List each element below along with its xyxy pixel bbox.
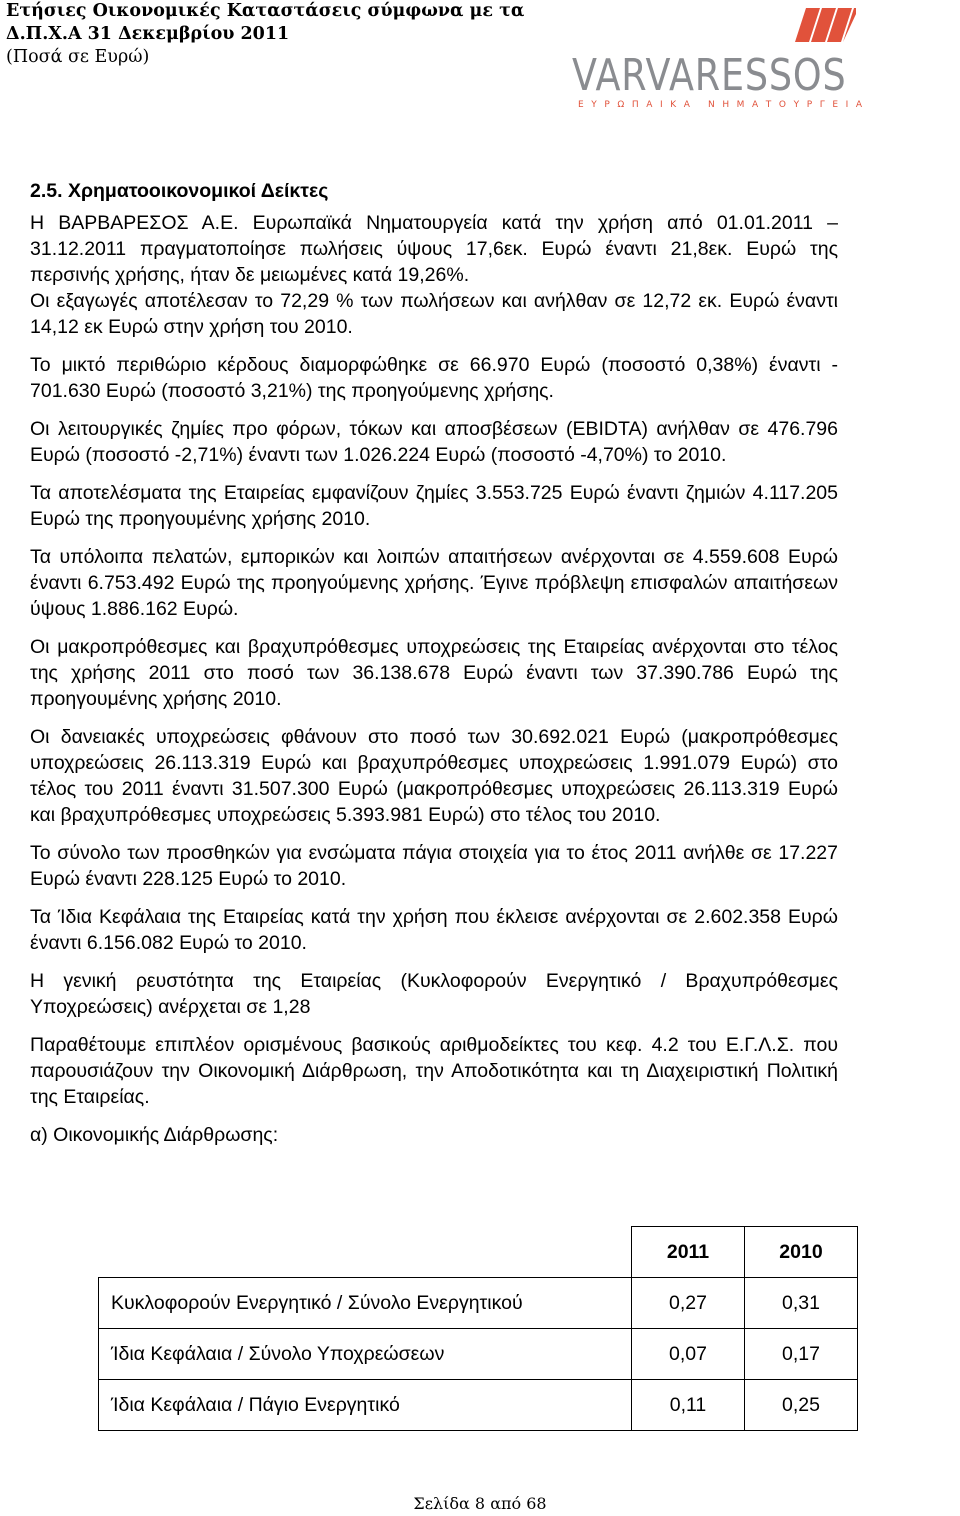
ratio-value-2010: 0,25 [745, 1380, 858, 1431]
main-content [30, 178, 838, 1160]
paragraph-exports: Οι εξαγωγές αποτέλεσαν το 72,29 % των πωλήσεων και ανήλθαν σε 12,72 εκ. Ευρώ έναντι 14,12 εκ Ευρώ στην χρήση του 2010. [30, 290, 838, 338]
logo-wordmark: VARVARESSOS [572, 50, 847, 101]
subsection-label: α) Οικονομικής Διάρθρωσης: [30, 1124, 279, 1146]
year-header-2011: 2011 [632, 1227, 745, 1278]
paragraph-results: Τα αποτελέσματα της Εταιρείας εμφανίζουν ζημίες 3.553.725 Ευρώ έναντι ζημιών 4.117.205 Ευρώ της προηγουμένης χρήσης 2010. [30, 482, 838, 530]
table-corner [99, 1227, 632, 1278]
ratio-value-2011: 0,27 [632, 1278, 745, 1329]
paragraph-receivables: Τα υπόλοιπα πελατών, εμπορικών και λοιπών απαιτήσεων ανέρχονται σε 4.559.608 Ευρώ έναντι 6.753.492 Ευρώ της προηγούμενης χρήσης. Έγινε πρόβλεψη επισφαλών απαιτήσεων ύψους 1.886.162 Ευρώ. [30, 546, 838, 620]
paragraph-sales: Η ΒΑΡΒΑΡΕΣΟΣ Α.Ε. Ευρωπαϊκά Νηματουργεία κατά την χρήση από 01.01.2011 – 31.12.2011 πραγματοποίησε πωλήσεις ύψους 17,6εκ. Ευρώ έναντι 21,8εκ. Ευρώ της περσινής χρήσης, ήταν δε μειωμένες κατά 19,26%. [30, 212, 838, 286]
paragraph-ratios-intro: Παραθέτουμε επιπλέον ορισμένους βασικούς αριθμοδείκτες του κεφ. 4.2 του Ε.Γ.Λ.Σ. που παρουσιάζουν την Οικονομική Διάρθρωση, την Αποδοτικότητα και τη Διαχειριστική Πολιτική της Εταιρείας. [30, 1034, 838, 1108]
company-logo [566, 8, 870, 110]
paragraph-liabilities: Οι μακροπρόθεσμες και βραχυπρόθεσμες υποχρεώσεις της Εταιρείας ανέρχονται στο τέλος της χρήσης 2011 στο ποσό των 36.138.678 Ευρώ έναντι των 37.390.786 Ευρώ της προηγουμένης χρήσης 2010. [30, 636, 838, 710]
ratio-label: Κυκλοφορούν Ενεργητικό / Σύνολο Ενεργητικού [99, 1278, 632, 1329]
paragraph-capex: Το σύνολο των προσθηκών για ενσώματα πάγια στοιχεία για το έτος 2011 ανήλθε σε 17.227 Ευρώ έναντι 228.125 Ευρώ το 2010. [30, 842, 838, 890]
ratio-value-2010: 0,31 [745, 1278, 858, 1329]
header-title-line1: Ετήσιες Οικονομικές Καταστάσεις σύμφωνα με τα [6, 1, 525, 21]
paragraph-ebitda: Οι λειτουργικές ζημίες προ φόρων, τόκων και αποσβέσεων (EBIDTA) ανήλθαν σε 476.796 Ευρώ (ποσοστό -2,71%) έναντι των 1.026.224 Ευρώ (ποσοστό -4,70%) το 2010. [30, 418, 838, 466]
table-row [99, 1278, 858, 1329]
ratio-value-2011: 0,07 [632, 1329, 745, 1380]
logo-stripes-icon [566, 8, 856, 52]
ratio-table [98, 1226, 858, 1431]
year-header-2010: 2010 [745, 1227, 858, 1278]
ratio-value-2011: 0,11 [632, 1380, 745, 1431]
table-header-row [99, 1227, 858, 1278]
paragraph-liquidity: Η γενική ρευστότητα της Εταιρείας (Κυκλοφορούν Ενεργητικό / Βραχυπρόθεσμες Υποχρεώσεις) ανέρχεται σε 1,28 [30, 970, 838, 1018]
document-header [6, 0, 524, 69]
currency-note: (Ποσά σε Ευρώ) [6, 47, 150, 67]
paragraph-gross-margin: Το μικτό περιθώριο κέρδους διαμορφώθηκε σε 66.970 Ευρώ (ποσοστό 0,38%) έναντι - 701.630 Ευρώ (ποσοστό 3,21%) της προηγούμενης χρήσης. [30, 354, 838, 402]
logo-tagline: ΕΥΡΩΠΑΙΚΑ ΝΗΜΑΤΟΥΡΓΕΙΑ [578, 100, 870, 110]
header-title-line2: Δ.Π.Χ.Α 31 Δεκεμβρίου 2011 [6, 24, 290, 44]
paragraph-equity: Τα Ίδια Κεφάλαια της Εταιρείας κατά την χρήση που έκλεισε ανέρχονται σε 2.602.358 Ευρώ έναντι 6.156.082 Ευρώ το 2010. [30, 906, 838, 954]
table-row [99, 1329, 858, 1380]
ratio-value-2010: 0,17 [745, 1329, 858, 1380]
section-title: 2.5. Χρηματοοικονομικοί Δείκτες [30, 180, 329, 202]
table-row [99, 1380, 858, 1431]
page-number: Σελίδα 8 από 68 [413, 1494, 547, 1513]
paragraph-borrowings: Οι δανειακές υποχρεώσεις φθάνουν στο ποσό των 30.692.021 Ευρώ (μακροπρόθεσμες υποχρεώσεις 26.113.319 Ευρώ και βραχυπρόθεσμες υποχρεώσεις 1.991.079 Ευρώ) στο τέλος του 2011 έναντι 31.507.300 Ευρώ (μακροπρόθεσμες υποχρεώσεις 26.113.319 Ευρώ και βραχυπρόθεσμες υποχρεώσεις 5.393.981 Ευρώ) στο τέλος του 2010. [30, 726, 838, 826]
ratio-label: Ίδια Κεφάλαια / Σύνολο Υποχρεώσεων [99, 1329, 632, 1380]
ratio-label: Ίδια Κεφάλαια / Πάγιο Ενεργητικό [99, 1380, 632, 1431]
